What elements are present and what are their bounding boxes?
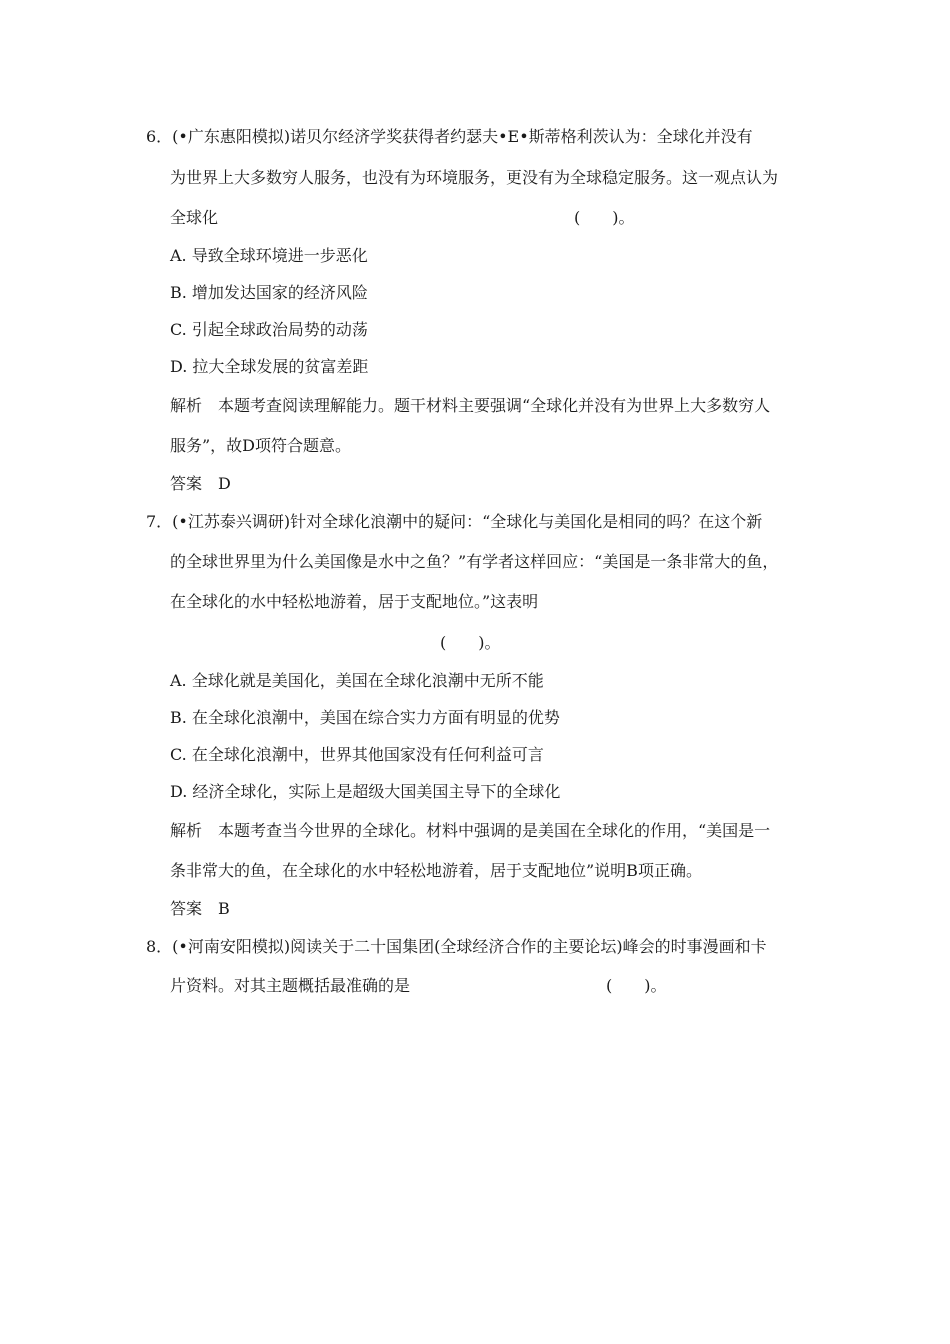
q8-stem-line-2: 片资料。对其主题概括最准确的是 — [170, 976, 411, 995]
q6-option-c: C. 引起全球政治局势的动荡 — [170, 320, 368, 339]
q7-stem-line-1: 7．(•江苏泰兴调研)针对全球化浪潮中的疑问：“全球化与美国化是相同的吗？在这个新 — [146, 512, 763, 531]
q6-stem-line-1: 6．(•广东惠阳模拟)诺贝尔经济学奖获得者约瑟夫•E•斯蒂格利茨认为：全球化并没有 — [146, 127, 753, 146]
q8-stem-line-1: 8．(•河南安阳模拟)阅读关于二十国集团(全球经济合作的主要论坛)峰会的时事漫画和卡 — [146, 937, 767, 956]
q6-stem-line-3: 全球化 — [170, 208, 219, 227]
q6-answer-blank: ( )。 — [574, 208, 635, 227]
q7-stem-line-2: 的全球世界里为什么美国像是水中之鱼？”有学者这样回应：“美国是一条非常大的鱼， — [170, 552, 779, 571]
q6-option-b: B. 增加发达国家的经济风险 — [170, 283, 368, 302]
q7-option-b: B. 在全球化浪潮中，美国在综合实力方面有明显的优势 — [170, 708, 560, 727]
q8-answer-blank: ( )。 — [606, 976, 667, 995]
q6-stem-line-2: 为世界上大多数穷人服务，也没有为环境服务，更没有为全球稳定服务。这一观点认为 — [170, 168, 779, 187]
q6-analysis-line-2: 服务”，故D项符合题意。 — [170, 436, 352, 455]
q7-answer-blank: ( )。 — [440, 633, 501, 652]
q7-analysis-line-1: 解析 本题考查当今世界的全球化。材料中强调的是美国在全球化的作用，“美国是一 — [170, 821, 771, 840]
q7-analysis-line-2: 条非常大的鱼，在全球化的水中轻松地游着，居于支配地位”说明B项正确。 — [170, 861, 702, 880]
q6-analysis-line-1: 解析 本题考查阅读理解能力。题干材料主要强调“全球化并没有为世界上大多数穷人 — [170, 396, 771, 415]
q7-option-d: D. 经济全球化，实际上是超级大国美国主导下的全球化 — [170, 782, 561, 801]
q7-option-a: A. 全球化就是美国化，美国在全球化浪潮中无所不能 — [170, 671, 544, 690]
q7-option-c: C. 在全球化浪潮中，世界其他国家没有任何利益可言 — [170, 745, 544, 764]
q7-stem-line-3: 在全球化的水中轻松地游着，居于支配地位。”这表明 — [170, 592, 539, 611]
q7-answer: 答案 B — [170, 899, 230, 918]
q6-option-a: A. 导致全球环境进一步恶化 — [170, 246, 368, 265]
q6-option-d: D. 拉大全球发展的贫富差距 — [170, 357, 369, 376]
q6-answer: 答案 D — [170, 474, 231, 493]
